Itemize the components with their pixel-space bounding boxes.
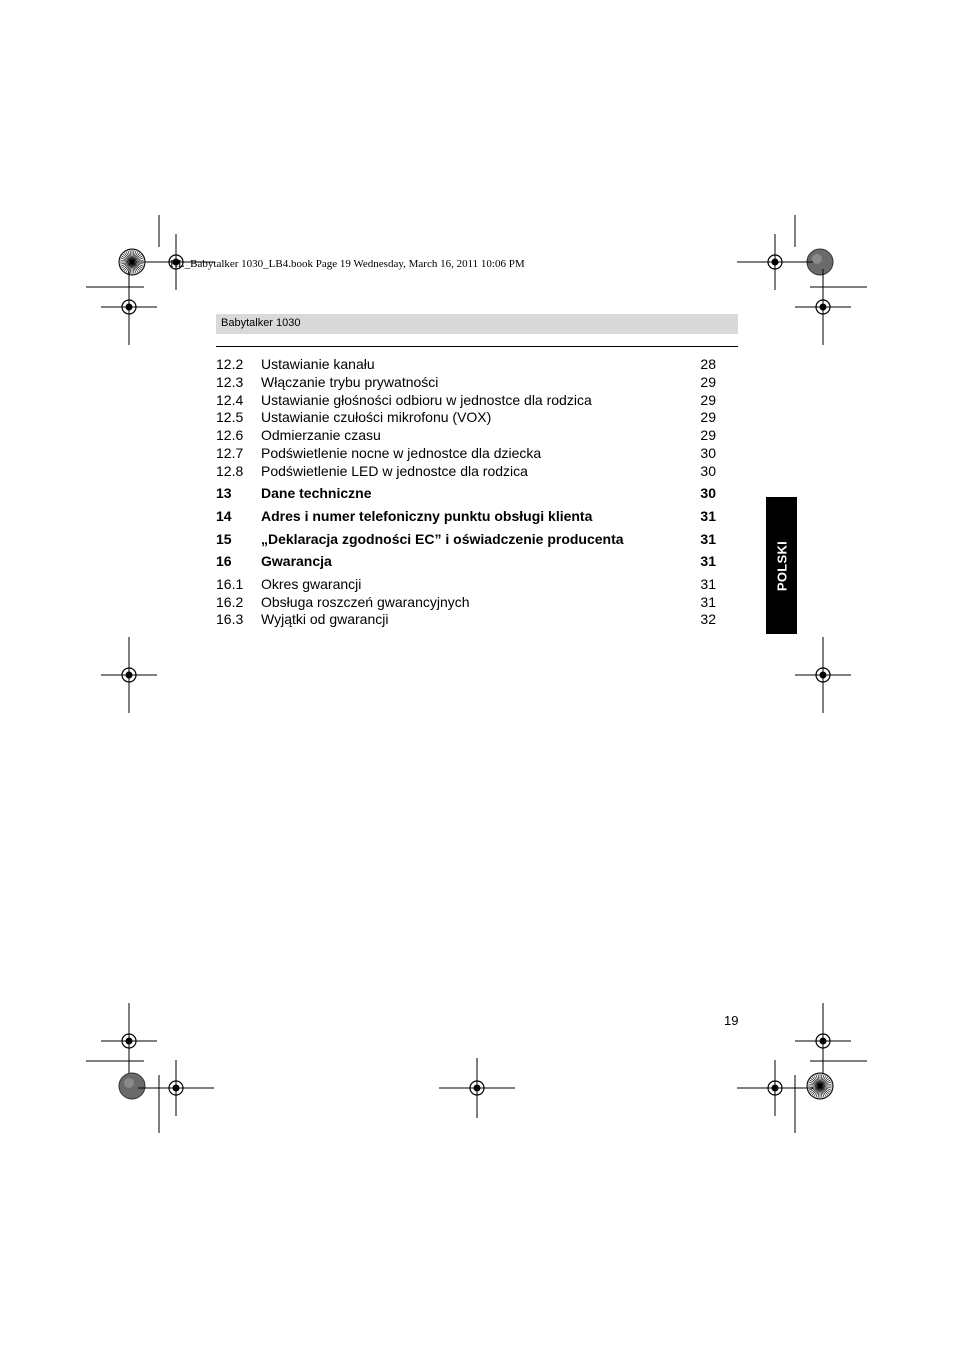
registration-dot [772,259,779,266]
toc-entry [216,445,716,463]
toc-entry [216,427,716,445]
toc-entry [216,531,716,549]
toc-entry-title: Dane techniczne [261,485,372,502]
toc-entry [216,485,716,503]
toc-entry-number: 14 [216,507,232,524]
toc-entry-title: Ustawianie czułości mikrofonu (VOX) [261,409,492,426]
gray-density-highlight [812,254,822,264]
toc-entry-title: Obsługa roszczeń gwarancyjnych [261,593,470,610]
toc-entry-title: Okres gwarancji [261,575,362,592]
toc-entry-page: 29 [700,373,716,390]
registration-dot [173,1085,180,1092]
toc-entry-number: 12.8 [216,462,244,479]
toc-entry-page: 31 [700,507,716,524]
toc-entry-number: 15 [216,530,232,547]
toc-entry-number: 12.7 [216,444,244,461]
toc-entry [216,553,716,571]
toc-entry-title: Podświetlenie nocne w jednostce dla dziecka [261,444,542,461]
toc-entry-title: Włączanie trybu prywatności [261,373,439,390]
table-of-contents [216,356,716,629]
registration-dot [474,1085,481,1092]
toc-entry [216,508,716,526]
toc-entry-title: Adres i numer telefoniczny punktu obsługi klienta [261,507,593,524]
toc-entry-number: 16 [216,553,232,570]
language-tab [766,497,797,634]
registration-dot [820,1038,827,1045]
toc-entry-number: 13 [216,485,232,502]
toc-entry-title: Ustawianie kanału [261,356,375,372]
registration-dot [126,1038,133,1045]
toc-entry-number: 12.5 [216,409,244,426]
toc-entry [216,356,716,374]
page-number: 19 [724,1013,739,1028]
registration-dot [126,672,133,679]
toc-entry [216,594,716,612]
toc-entry-number: 16.2 [216,593,244,610]
toc-entry-page: 29 [700,409,716,426]
toc-entry-title: Podświetlenie LED w jednostce dla rodzica [261,462,528,479]
toc-entry-page: 30 [700,485,716,502]
gray-density-highlight [124,1078,134,1088]
toc-entry-page: 31 [700,575,716,592]
running-header-title: Babytalker 1030 [221,317,301,329]
toc-entry-page: 28 [700,356,716,372]
toc-entry-page: 29 [700,391,716,408]
toc-entry [216,611,716,629]
toc-entry [216,409,716,427]
toc-entry-number: 16.3 [216,611,244,628]
toc-entry-number: 16.1 [216,575,244,592]
toc-entry-title: Gwarancja [261,553,332,570]
toc-entry-page: 31 [700,593,716,610]
registration-dot [820,304,827,311]
toc-entry [216,374,716,392]
toc-entry-title: „Deklaracja zgodności EC” i oświadczenie producenta [261,530,624,547]
toc-entry-page: 30 [700,462,716,479]
toc-entry-title: Odmierzanie czasu [261,427,381,444]
registration-dot [772,1085,779,1092]
header-rule [216,346,738,347]
toc-entry-title: Ustawianie głośności odbioru w jednostce dla rodzica [261,391,592,408]
print-header: HL_Babytalker 1030_LB4.book Page 19 Wednesday, March 16, 2011 10:06 PM [170,258,525,270]
toc-entry-page: 29 [700,427,716,444]
toc-entry [216,576,716,594]
toc-entry-number: 12.2 [216,356,244,372]
toc-entry-number: 12.3 [216,373,244,390]
language-tab-label: POLSKI [774,540,789,591]
toc-entry [216,463,716,481]
toc-entry-page: 31 [700,553,716,570]
toc-entry-number: 12.4 [216,391,244,408]
toc-entry-title: Wyjątki od gwarancji [261,611,389,628]
toc-entry-page: 30 [700,444,716,461]
toc-entry-number: 12.6 [216,427,244,444]
toc-entry [216,392,716,410]
running-header-bar [216,314,738,334]
registration-dot [126,304,133,311]
toc-entry-page: 31 [700,530,716,547]
toc-entry-page: 32 [700,611,716,628]
registration-dot [820,672,827,679]
